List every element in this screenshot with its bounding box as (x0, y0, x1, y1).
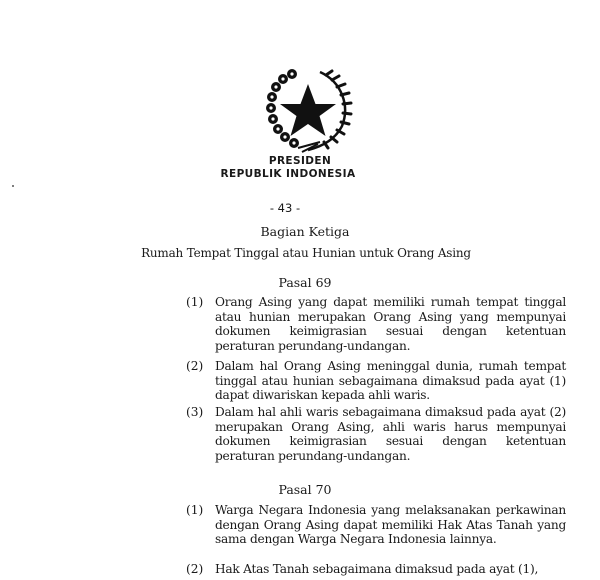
item-number: (3) (186, 405, 204, 419)
item-number: (1) (186, 295, 204, 309)
item-number: (1) (186, 503, 204, 517)
presidential-emblem-icon (262, 66, 354, 154)
item-text: Dalam hal ahli waris sebagaimana dimaksud pada ayat (2) merupakan Orang Asing, ahli waris harus mempunyai dokumen keimigrasian sesuai dengan ketentuan peraturan perundang-undangan. (215, 405, 566, 463)
item-text: Warga Negara Indonesia yang melaksanakan perkawinan dengan Orang Asing dapat memiliki Hak Atas Tanah yang sama dengan Warga Negara Indonesia lainnya. (215, 503, 566, 547)
article-title: Pasal 69 (278, 275, 332, 290)
article-item (186, 359, 566, 403)
section-title: Bagian Ketiga (260, 224, 350, 239)
article-item (186, 295, 566, 353)
scan-speck (12, 185, 14, 187)
header-republik-indonesia: REPUBLIK INDONESIA (220, 168, 356, 180)
item-text: Orang Asing yang dapat memiliki rumah tempat tinggal atau hunian merupakan Orang Asing yang mempunyai dokumen keimigrasian sesuai dengan ketentuan peraturan perundang-undangan. (215, 295, 566, 353)
article-item (186, 503, 566, 547)
page-number: - 43 - (269, 201, 301, 215)
item-number: (2) (186, 359, 204, 373)
article-title: Pasal 70 (278, 482, 332, 497)
item-text: Dalam hal Orang Asing meninggal dunia, rumah tempat tinggal atau hunian sebagaimana dimaksud pada ayat (1) dapat diwariskan kepada ahli waris. (215, 359, 566, 403)
header-presiden: PRESIDEN (268, 155, 332, 167)
item-text: Hak Atas Tanah sebagaimana dimaksud pada ayat (1), (215, 562, 539, 576)
article-item (186, 405, 566, 463)
article-item (186, 562, 566, 577)
item-number: (2) (186, 562, 204, 576)
section-subtitle: Rumah Tempat Tinggal atau Hunian untuk Orang Asing (141, 246, 471, 260)
